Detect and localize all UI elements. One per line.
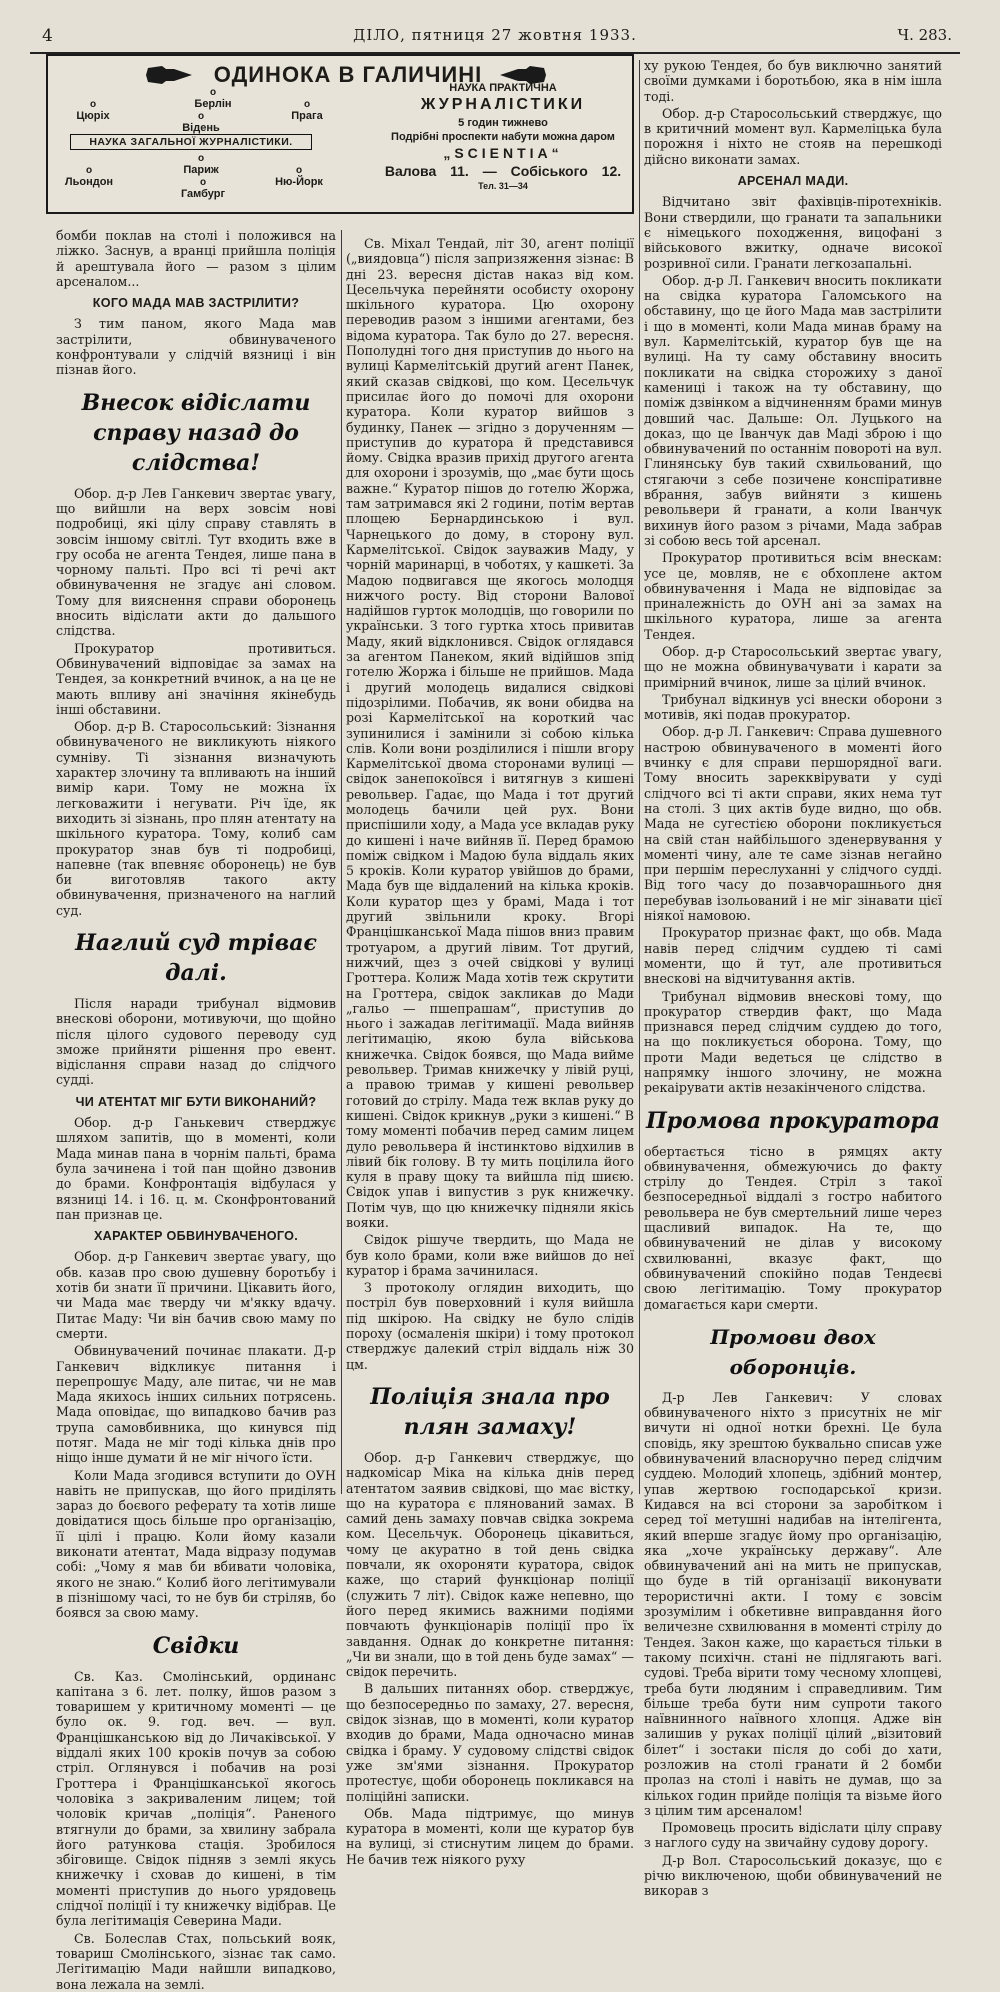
paragraph: Прокуратор противиться. Обвинувачений відповідає за замах на Тендея, за конкретний вчинок, а на це не мають впливу ані значіння якінебудь інші обставини. [56,640,336,717]
city-vienna: o Відень [182,111,220,134]
column-rule [639,60,640,1494]
section-heading: Наглий суд тріває далі. [75,929,317,986]
section-heading: Свідки [152,1632,240,1659]
section-heading: Поліція знала про плян замаху! [370,1383,610,1440]
scientia-advertisement [46,54,634,214]
city-hamburg: o Гамбург [180,177,226,200]
paragraph: Св. Болеслав Стах, польський вояк, товариш Смолінського, зізнає так само. Легітимацію Мади найшли випадково, вона лежала на землі. [56,1930,336,1992]
column-3 [644,58,942,1899]
ad-phone: Тел. 31—34 [478,181,528,191]
column-1 [56,228,336,1992]
column-2 [346,236,634,1867]
paragraph: Обор. д-р Лев Ганкевич звертає увагу, що вийшли на верх зовсім нові подробиці, які цілу справу ставлять в зовсім іншому світлі. Тут входить вже в гру особа не агента Тендея, лише пана в чорному пальті. Про всі ті речі акт обвинувачення не згадує ані словом. Тому для вияснення справи оборонець вносить відіслати акти до дальшого слідства. [56,485,336,639]
issue-number: Ч. 283. [897,26,952,44]
section-heading: Внесок відіслати справу назад до слідства! [81,389,311,476]
page-number: 4 [42,26,53,46]
city-berlin: o Берлін [194,87,232,110]
paragraph: Обор. д-р Л. Ганкевич: Справа душевного настрою обвинуваченого в моменті його вчинку є для справи першорядної ваги. Тому вносить зарекквірувати у суді слідчого всі ті акти справи, яких нема тут на столі. З цих актів буде видно, що обв. Мада не сугестією оборони покликується на свій стан найбільшого зденервування у моменті чину, але те саме зізнав негайно при першім переслуханні у слідчого судді. Від того часу до позавчорашнього дня перебував ізольований і не міг зінавати цієї ніякої намовою. [644,724,942,924]
ad-line: Подрібні проспекти набути можна даром [391,131,615,143]
paragraph: Промовець просить відіслати цілу справу з наглого суду на звичайну судову дорогу. [644,1820,942,1851]
paragraph: Обор. д-р Старосольський стверджує, що в критичний момент вул. Кармеліцька була порожня і ніхто не стояв на перешкоді дійсно виконати замах. [644,105,942,167]
paragraph: обертається тісно в рямцях акту обвинувачення, обмежуючись до факту стрілу до Тендея. Стріл з такої безпосередньої віддалі з гостро набитого револьвера не був смертельний лише через щасливий випадок. На те, що обвинувачений не ділав у високому схвилюванні, вказує факт, що обвинувачений спокійно подав Тендеєві свою легітимацію. Тому прокуратор домагається кари смерти. [644,1143,942,1312]
ad-line: ЖУРНАЛІСТИКИ [420,96,586,113]
paragraph: Прокуратор противиться всім внескам: усе це, мовляв, не є обхоплене актом обвинувачення і Мада не відповідає за приналежність до ОУН ані за замах на шкільного куратора, лише за агента Тендея. [644,550,942,642]
running-head: ДІЛО, пятниця 27 жовтня 1933. [353,26,637,44]
ad-address: Валова 11. — Собіського 12. [384,163,622,179]
ad-title: ОДИНОКА В ГАЛИЧИНІ [213,62,483,87]
city-london: o Льондон [64,165,114,188]
paragraph: З протоколу оглядин виходить, що постріл був поверховний і куля вийшла під шкірою. На свідку не було слідів пороху (осмаленія шкіри) і тому протокол стверджує далекий стріл віддаль ніж 30 цм. [346,1280,634,1372]
page-header [30,26,960,54]
paragraph: Відчитано звіт фахівців-піротехніків. Вони ствердили, що гранати та запальники є німецького походження, вицофані з військового вжитку, одначе високої розривної сили. Гранати легкозапальні. [644,194,942,271]
paragraph: Трибунал відмовив внескові тому, що прокуратор ствердив факт, що Мада признався перед слідчим суддею до того, на що покликується оборона. Тому, що проти Мади ведеться це слідство в напрямку іншого злочину, не можна рекаірувати актів незакінченого слідства. [644,988,942,1096]
city-zurich: o Цюріх [76,99,110,122]
city-prague: o Прага [291,99,323,122]
subheading: ХАРАКТЕР ОБВИНУВАЧЕНОГО. [93,1229,298,1244]
subheading: КОГО МАДА МАВ ЗАСТРІЛИТИ? [92,296,300,311]
paragraph: Обор. д-р Л. Ганкевич вносить покликати на свідка куратора Галомського на обставину, що це його Мада мав застрілити і що в моменті, коли Мада минав браму на вул. Кармелітській, куратор був ще на вулиці. На ту саму обставину вносить покликати на свідка сторожиху з даної камениці і також на ту обставину, що поміж дзвінком а відчиненням брами минув довший час. Дальше: Ол. Луцького на доказ, що це Іванчук дав Маді зброю і що обвинувачений по останнім повороті на вул. Глинянську був такий схвильований, що стягаючи з себе позичене конспіративне вбрання, забув вийняти з кишень револьвери й гранати, а коли Іванчук вихинув його разом з річами, Мада забрав зі собою весь той арсенал. [644,272,942,548]
paragraph: Обор. д-р В. Старосольський: Зізнання обвинуваченого не викликують ніякого сумніву. Ті зізнання визначують характер злочину та впливають на інший вимір кари. Тому не можна їх легковажити і негувати. Річ їде, як виходить зі зізнань, про плян атентату на шкільного куратора. Тому, колиб сам прокуратор знав був ті подробиці, напевне (так впевняє оборонець) не був би виготовляв такого акту обвинувачення, призначеного на наглий суд. [56,719,336,918]
paragraph: Д-р Вол. Старосольський доказує, що є річю виключеною, щоби обвинувачений не викорав з [644,1852,942,1899]
section-heading: Промова прокуратора [645,1107,941,1134]
paragraph: Прокуратор признає факт, що обв. Мада навів перед слідчим суддею ті самі моменти, що й тут, але противиться внескові на відчитування актів. [644,925,942,987]
section-heading: Промови двох оборонців. [710,1324,876,1379]
ad-line: НАУКА ПРАКТИЧНА [449,82,557,94]
paragraph: Обор. д-р Ганькевич стверджує шляхом запитів, що в моменті, коли Мада минав пана в чорнім пальті, брама була зачинена і той пан щойно дзвонив до брами. Конфронтація відбулася у вязниці 14. і 16. ц. м. Сконфронтований пан признав це. [56,1115,336,1222]
paragraph: Трибунал відкинув усі внески оборони з мотивів, які подав прокуратор. [644,691,942,723]
ad-text-block [378,82,628,191]
paragraph: Обвинувачений починає плакати. Д-р Ганкевич відкликує питання і перепрошує Маду, але питає, чи не мав Мада якихось інших сильних потрясень. Мада оповідає, що випадково бачив раз трупа самовбивника, що кинувся під потяг. Мада не міг тоді кілька днів про ніщо інше думати й не міг нічого їсти. [56,1343,336,1466]
subheading: ЧИ АТЕНТАТ МІГ БУТИ ВИКОНАНИЙ? [75,1094,317,1109]
paragraph: Д-р Лев Ганкевич: У словах обвинуваченого ніхто з присутніх не міг вичути ні одної нотки брехні. Це була сповідь, яку зрештою буквально списав уже обвинувачений власноручно перед слідчим суддею. Молодий хлопець, здібний монтер, упав жертвою господарської кризи. Кидався на всі сторони за заробітком і серед тої метушні надибав на інтелігента, який вперше згадує йому про організацію, яка „хоче українську державу“. Але обвинувачений ані на мить не припускав, що буде в тій організації виконувати терористичні акти. І тому є зовсім зрозумілим і обкетивне виправдання його величезне схвилювання в моменті стрілу до Тендея. Закон каже, що карається тільки в такому психічн. стані не підлягають вагі. судові. Треба вірити тому чесному хлопцеві, треба бути людяним і справедливим. Тим більше треба бути ним супроти такого наївнинного наївного хлопця. Адже він залишив у руках поліції цілий „візитовий білет“ і зостаки після до собі до хати, розложив на столі гранати й 2 бомби пролаз на столі і навіть не думав, що за кількох годин прийде поліція та візьме його з цілим тим арсеналом! [644,1389,942,1818]
ad-banner: НАУКА ЗАГАЛЬНОЇ ЖУРНАЛІСТИКИ. [70,134,312,150]
paragraph: З тим паном, якого Мада мав застрілити, обвинуваченого конфронтували у слідчій вязниці і він пізнав його. [56,316,336,378]
ad-line: 5 годин тижнево [458,117,548,129]
paragraph: Св. Міхал Тендай, літ 30, агент поліції („виядовца“) після запризяження зізнає: В дні 23. вересня дістав наказ від ком. Цесельчука перейняти особисту охорону шкільного куратора. Цю охорону переводив разом з іншими агентами, без відома куратора. Так було до 27. вересня. Пополудні того дня приступив до нього на вулиці Кармелітській другий агент Панек, який сказав свідкові, що ком. Цесельчук присилає його до помочі для охорони куратора. Коли куратор вийшов з будинку, Панек — згідно з дорученням — приступив до куратора й представився йому. Свідка вразив прихід другого агента для охорони і зрозумів, що „має бути щось важне.“ Куратор пішов до готелю Жоржа, там затримався які 2 години, потім вертав площею Бернардинською і вул. Чарнецького до дому, в сторону вул. Кармелітської. Свідок зауважив Маду, у чорній маринарці, в чоботях, у кашкеті. За Мадою подвигався ще якогось молодця нижчого росту. Від сторони Валової надійшов гурток молодців, що говорили по українськи. З того гуртка хтось привитав Маду, який відклонився. Свідок оглядався за агентом Панеком, який відійшов зпід готелю Жоржа і більше не прийшов. Мада і другий молодець видалися свідкові підозрілими. Побачив, як вони обидва на розі Кармелітської на короткий час зупинилися і замінили зі собою кілька слів. Коли вони розділилися і пішли вгору Кармелітської двома сторонами вулиці — свідок занепокоївся і витягнув з кишені револьвер. Гадає, що Мада і тот другий молодець бачили цей рух. Вони приспішили ходу, а Мада усе вкладав руку до кишені і наче вийняв її. Перед брамою поміж свідком і Мадою була віддаль яких 5 кроків. Коли куратор увійшов до брами, Мада був ще віддалений на кілька кроків. Коли куратор щез у брамі, Мада і тот другий звільнили кроку. Вгорі Францішканської Мада пішов вниз правим тротуаром, а другий лівим. Тот другий, нижчий, щез з очей свідкові у вулиці Гроттера. Колиж Мада хотів теж скрутити на Гроттера, свідок закликав до Мади „гальо — пшепрашам“, приступив до нього і зажадав легітимації. Мада вийняв легітимацію, якою була військова книжечка. Свідок боявся, що Мада вийме револьвер. Тримав книжечку у лівій руці, а правою тримав у кишені револьвер готовий до стрілу. Мада теж вклав руку до кишені. Свідок крикнув „руки з кишені.“ В тому моменті побачив перед самим лицем дуло револьвера й інстинктово відхилив в лівий бік голову. В ту мить поцілила його куля в праву щоку та вийшла під шиєю. Свідок упав і випустив з рук книжечку. Потім чув, що цю книжечку підняли якісь вояки. [346,236,634,1230]
paragraph: бомби поклав на столі і положився на ліжко. Заснув, а вранці прийшла поліція й арештувала його — разом з цілим арсеналом... [56,228,336,289]
paragraph: В дальших питаннях обор. стверджує, що безпосередньо по замаху, 27. вересня, свідок зізнав, що в моменті, коли куратор входив до брами, Мада одночасно минав свідка і браму. У судовому слідстві свідок уже зм'ями зізнання. Прокуратор протестує, щоби оборонець покликався на поліційні записки. [346,1681,634,1804]
paragraph: Обор. д-р Старосольський звертає увагу, що не можна обвинувачувати і карати за примірний вчинок, лише за цілий вчинок. [644,643,942,690]
column-rule [341,230,342,1494]
paragraph: Обв. Мада підтримує, що минув куратора в моменті, коли ще куратор був на вулиці, зі стиснутим лицем до брами. Не бачив теж ніякого руху [346,1805,634,1867]
subheading: АРСЕНАЛ МАДИ. [737,174,849,189]
paragraph: Свідок рішуче твердить, що Мада не був коло брами, коли вже вийшов до неї куратор і брама зачинилася. [346,1232,634,1278]
paragraph: Коли Мада згодився вступити до ОУН навіть не припускав, що його приділять зараз до боєвого реферату та хотів лише довідатися щось більше про організацію, її цілі і працю. Коли йому казали виконати атентат, Мада відразу подумав собі: „Чому я мав би вбивати чоловіка, якого не знаю.“ Колиб його легітимували в пізнішому часі, то не був би стріляв, бо боявся за свою маму. [56,1467,336,1621]
ad-brand: „SCIENTIA“ [443,145,563,161]
city-new-york: o Ню-Йорк [275,165,323,188]
paragraph: Обор. д-р Ганкевич звертає увагу, що обв. казав про свою душевну боротьбу і хотів би знати її причини. Цікавить його, чи Мада має тверду чи м'якку вдачу. Питає Маду: Чи він бачив свою маму по смерти. [56,1249,336,1341]
paragraph: Після наради трибунал відмовив внескові оборони, мотивуючи, що щойно після цілого судового переводу суд зможе прийняти рішення про евент. відіслання справи назад до слідчого судді. [56,995,336,1088]
paragraph: ху рукою Тендея, бо був виключно занятий своїми думками і боротьбою, яка в нім ішла тоді. [644,58,942,104]
paragraph: Св. Каз. Смолінський, ординанс капітана з 6. лет. полку, йшов разом з товаришем у критичному моменті — це було ок. 9. год. веч. — вул. Францішканською від до Личаківської. У віддалі яких 100 кроків почув за собою стріл. Оглянувся і побачив на розі Гроттера і Францішканської якогось чоловіка з закриваленим лицем; той чоловік кричав „поліція“. Раненого втягнули до брами, за хвилину забрала його ратункова стація. Зробилося збіговище. Свідок підняв з землі якусь книжечку і сховав до кишені, в тім моменті приступив до нього урядовець слідчої поліції і ту книжечку відібрав. Це була легітимація Северина Мади. [56,1668,336,1929]
paragraph: Обор. д-р Ганкевич стверджує, що надкомісар Міка на кілька днів перед атентатом заявив свідкові, що має вістку, що на куратора є плянований замах. В самий день замаху повчав свідка зокрема ком. Цесельчук. Оборонець цікавиться, чому це акуратно в той день свідка повчали, як охороняти куратора, свідок каже, що старий функціонар поліції (служить 7 літ). Свідок каже непевно, що його перед якимись важними подіями повчають функціонарів поліції про їх завдання. Однак до конкретне питання: „Чи ви знали, що в той день буде замах“ — свідок перечить. [346,1449,634,1680]
city-paris: o Париж [183,153,219,176]
